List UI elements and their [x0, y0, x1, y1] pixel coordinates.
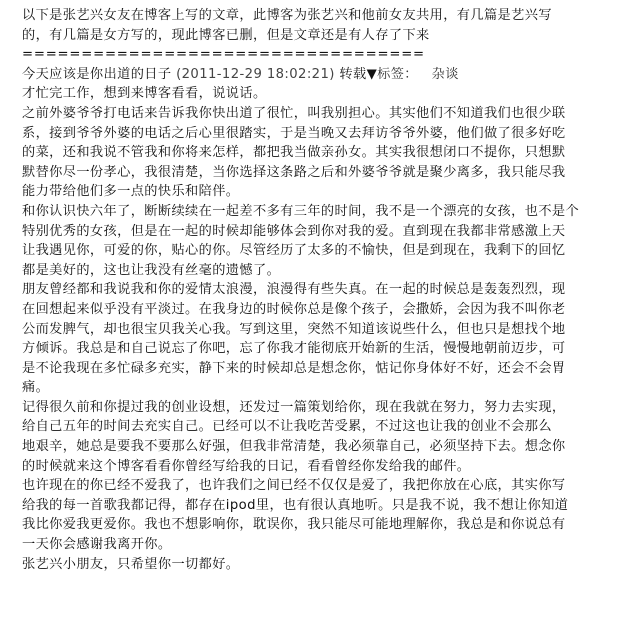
paragraph-4-line: 是不论我现在多忙碌多充实，静下来的时候却总是想念你，惦记你身体好不好，还会不会胃 — [22, 360, 566, 376]
paragraph-4-line: 痛。 — [22, 380, 50, 396]
post-datetime: (2011-12-29 18:02:21) — [176, 66, 335, 82]
paragraph-5-line: 地艰辛，她总是要我不要那么好强，但我非常清楚，我必须靠自己，必须坚持下去。想念你 — [22, 439, 566, 455]
post-header — [22, 65, 582, 85]
paragraph-6-line: 给我的每一首歌我都记得，都存在ipod里，也有很认真地听。只是我不说，我不想让你知道 — [22, 497, 569, 513]
paragraph-3-line: 和你认识快六年了，断断续续在一起差不多有三年的时间，我不是一个漂亮的女孩，也不是个 — [22, 203, 580, 219]
paragraph-7-line: 张艺兴小朋友，只希望你一切都好。 — [22, 556, 240, 572]
paragraph-6-line: 一天你会感谢我离开你。 — [22, 537, 172, 553]
tag-link[interactable]: 杂谈 — [431, 66, 459, 82]
intro-line-2: 的，有几篇是女方写的，现此博客已删，但是文章还是有人存了下来 — [22, 27, 430, 43]
paragraph-2-line: 的菜，还和我说不管我和你将来怎样，都把我当做亲孙女。其实我很想闭口不提你，只想默 — [22, 145, 566, 161]
paragraph-3-line: 特别优秀的女孩，但是在一起的时候却能够体会到你对我的爱。直到现在我都非常感激上天 — [22, 223, 566, 239]
paragraph-5-line: 的时候就来这个博客看看你曾经写给我的日记，看看曾经你发给我的邮件。 — [22, 458, 471, 474]
blog-post — [22, 6, 582, 574]
paragraph-6-line: 也许现在的你已经不爱我了，也许我们之间已经不仅仅是爱了，我把你放在心底，其实你写 — [22, 478, 566, 494]
paragraph-4-line: 朋友曾经都和我说我和你的爱情太浪漫，浪漫得有些失真。在一起的时候总是轰轰烈烈，现 — [22, 282, 566, 298]
repost-link[interactable]: 转载▼ — [339, 66, 378, 82]
paragraph-5-line: 给自己五年的时间去充实自己。已经可以不让我吃苦受累，不过这也让我的创业不会那么 — [22, 419, 552, 435]
paragraph-4-line: 在回想起来似乎没有平淡过。在我身边的时候你总是像个孩子，会撒娇，会因为我不叫你老 — [22, 301, 566, 317]
paragraph-6-line: 我比你爱我更爱你。我也不想影响你，耽误你，我只能尽可能地理解你，我总是和你说总有 — [22, 517, 566, 533]
paragraph-3-line: 都是美好的，这也让我没有丝毫的遗憾了。 — [22, 262, 281, 278]
tag-label: 标签： — [377, 66, 418, 82]
separator-line: ================================== — [22, 47, 425, 63]
paragraph-4-line: 公而发脾气，却也很宝贝我关心我。写到这里，突然不知道该说些什么，但也只是想找个地 — [22, 321, 566, 337]
paragraph-3-line: 让我遇见你，可爱的你，贴心的你。尽管经历了太多的不愉快，但是到现在，我剩下的回忆 — [22, 243, 566, 259]
paragraph-4-line: 方倾诉。我总是和自己说忘了你吧，忘了你我才能彻底开始新的生活，慢慢地朝前迈步，可 — [22, 341, 566, 357]
post-title: 今天应该是你出道的日子 — [22, 66, 172, 82]
paragraph-1-line: 才忙完工作，想到来博客看看，说说话。 — [22, 86, 267, 102]
paragraph-2-line: 能力带给他们多一点的快乐和陪伴。 — [22, 184, 240, 200]
paragraph-2-line: 系，接到爷爷外婆的电话之后心里很踏实，于是当晚又去拜访爷爷外婆，他们做了很多好吃 — [22, 125, 566, 141]
intro-line-1: 以下是张艺兴女友在博客上写的文章，此博客为张艺兴和他前女友共用，有几篇是艺兴写 — [22, 8, 552, 23]
paragraph-2-line: 之前外婆爷爷打电话来告诉我你快出道了很忙，叫我别担心。其实他们不知道我们也很少联 — [22, 105, 566, 121]
paragraph-2-line: 默替你尽一份孝心，我很清楚，当你选择这条路之后和外婆爷爷就是聚少离多，我只能尽我 — [22, 164, 566, 180]
paragraph-5-line: 记得很久前和你提过我的创业设想，还发过一篇策划给你，现在我就在努力，努力去实现， — [22, 399, 566, 415]
